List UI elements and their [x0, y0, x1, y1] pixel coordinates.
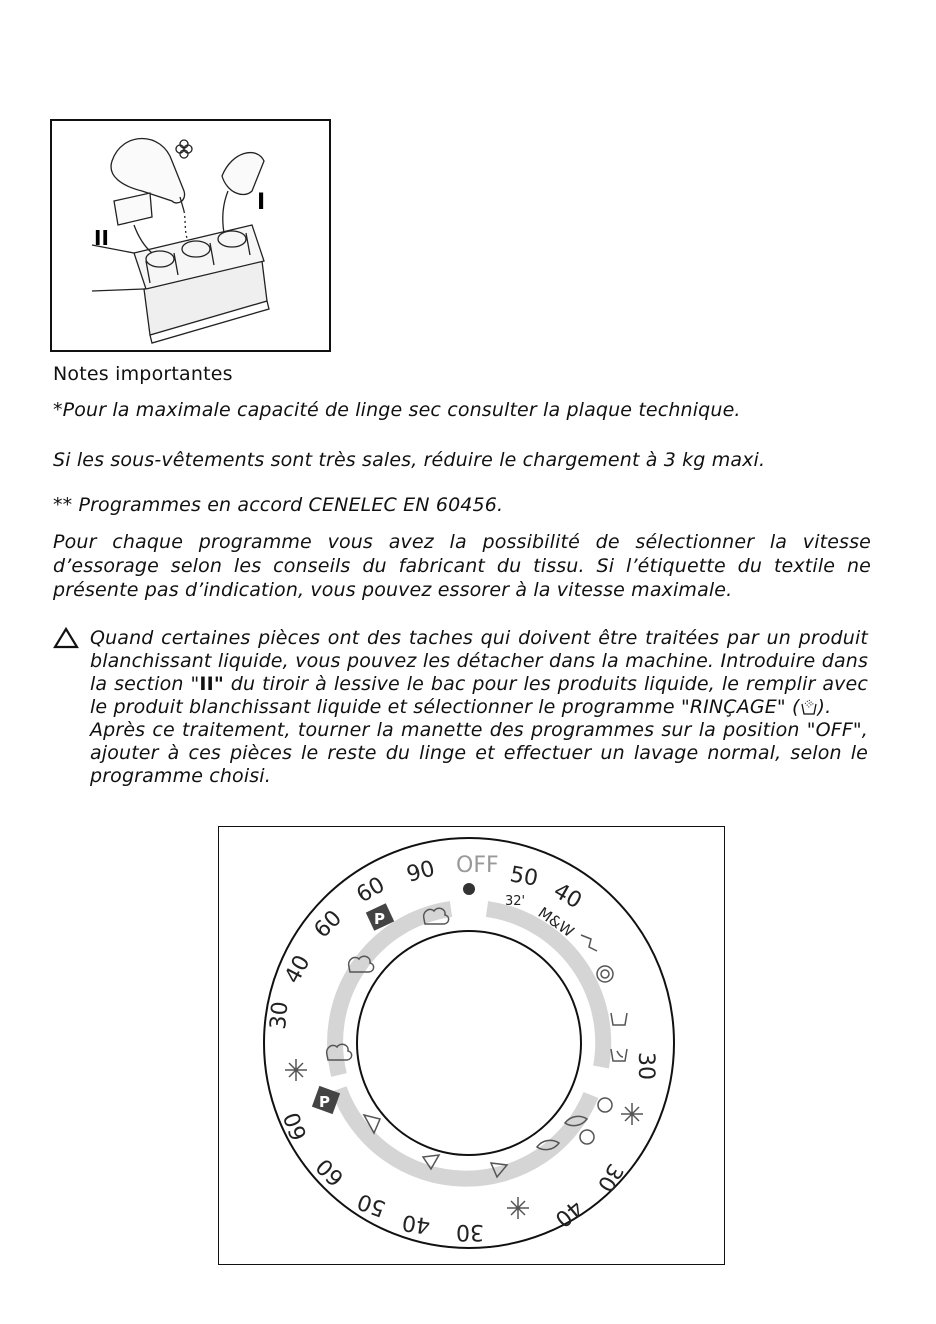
warning-text-part-c: ). — [817, 696, 832, 718]
label-compartment-I: I — [257, 190, 266, 215]
warning-compartment-II: II" — [199, 673, 224, 695]
dial-label-30-d: 30 — [633, 1052, 658, 1080]
warning-triangle-icon — [53, 627, 79, 649]
notes-heading: Notes importantes — [53, 363, 233, 385]
dial-label-mw: M&W — [534, 903, 578, 941]
dial-label-50-top: 50 — [507, 862, 540, 892]
warning-paragraph-2: Après ce traitement, tourner la manette des programmes sur la position "OFF", ajouter à ces pièces le reste du linge et effectuer un lavage normal, selon le programme choisi. — [90, 719, 868, 787]
dial-label-60-a: 60 — [352, 872, 390, 909]
rinse-icon-dial — [611, 1013, 627, 1025]
note-cenelec: ** Programmes en accord CENELEC EN 60456. — [53, 494, 504, 516]
warning-text — [90, 627, 868, 788]
dial-label-30-b: 30 — [456, 1219, 484, 1244]
note-spin-speed: Pour chaque programme vous avez la possibilité de sélectionner la vitesse d’essorage selon les conseils du fabricant du tissu. Si l’étiquette du textile ne présente pas d’indication, vous pouvez essorer à la vitesse maximale. — [53, 531, 871, 601]
snowflake-icon-bottom — [507, 1197, 529, 1219]
drain-icon — [581, 935, 597, 951]
spin-icon — [597, 966, 613, 982]
dial-label-40-a: 40 — [280, 951, 316, 988]
dial-label-60-d: 60 — [311, 1152, 350, 1191]
dial-label-60-b: 60 — [309, 905, 348, 944]
spin-icon-inner — [601, 970, 609, 978]
dial-label-30-a: 30 — [266, 1000, 294, 1031]
note-underwear: Si les sous-vêtements sont très sales, réduire le chargement à 3 kg maxi. — [53, 449, 766, 471]
snowflake-icon-right — [621, 1103, 643, 1125]
dial-label-off: OFF — [456, 853, 499, 878]
off-position-dot — [463, 883, 475, 895]
dial-label-32-min: 32' — [505, 894, 526, 909]
detergent-drawer-illustration — [50, 119, 331, 352]
p-badge-left-label: P — [319, 1093, 330, 1111]
dial-label-40-c: 40 — [549, 1194, 588, 1232]
hand-wash-icon — [611, 1049, 627, 1061]
dial-label-30-c: 30 — [591, 1159, 628, 1196]
dial-label-90: 90 — [404, 856, 438, 888]
dial-label-40-b: 40 — [400, 1209, 432, 1238]
wool-icon-1 — [598, 1098, 612, 1112]
label-compartment-II: II — [94, 226, 109, 250]
warning-text-part-b: du tiroir à lessive le bac pour les produits liquide, le remplir avec le produit blanchissant liquide et sélectionner le programme "RINÇAGE" ( — [90, 673, 868, 718]
program-dial-illustration — [218, 826, 725, 1265]
dial-label-50-a: 50 — [354, 1187, 390, 1221]
dial-label-60-c: 60 — [279, 1108, 313, 1144]
wool-icon-2 — [580, 1130, 594, 1144]
warning-text-part-a: Quand certaines pièces ont des taches qui doivent être traitées par un produit blanchissant liquide, vous pouvez les détacher dans la machine. Introduire dans la section " — [90, 627, 868, 695]
dial-label-40-top: 40 — [549, 878, 586, 915]
snowflake-icon-left — [285, 1059, 307, 1081]
warning-paragraph-1 — [90, 627, 868, 719]
note-capacity: *Pour la maximale capacité de linge sec consulter la plaque technique. — [53, 399, 741, 421]
rinse-icon — [800, 698, 818, 716]
p-badge-top-label: P — [374, 910, 385, 928]
